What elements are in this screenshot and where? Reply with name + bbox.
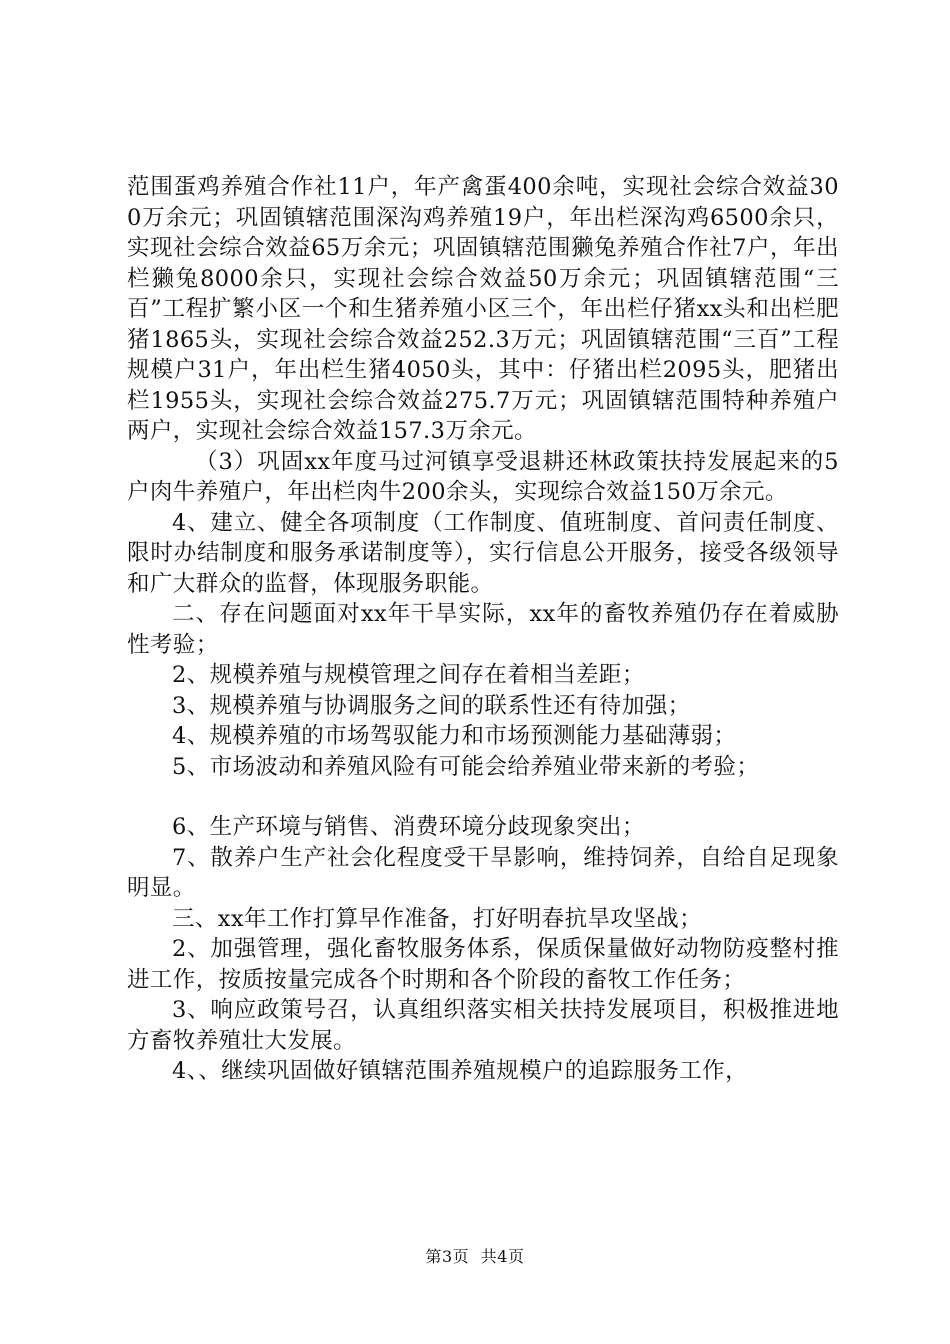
paragraph-systems: 4、建立、健全各项制度（工作制度、值班制度、首问责任制度、限时办结制度和服务承诺制度等），实行信息公开服务，接受各级领导和广大群众的监督，体现服务职能。 <box>127 509 839 597</box>
paragraph-breeding-results: 范围蛋鸡养殖合作社11户，年产禽蛋400余吨，实现社会综合效益300万余元；巩固镇辖范围深沟鸡养殖19户，年出栏深沟鸡6500余只，实现社会综合效益65万余元；巩固镇辖范围獭兔养殖合作社7户，年出栏獭兔8000余只，实现社会综合效益50万余元；巩固镇辖范围“三百”工程扩繁小区一个和生猪养殖小区三个，年出栏仔猪xx头和出栏肥猪1865头，实现社会综合效益252.3万元；巩固镇辖范围“三百”工程规模户31户，年出栏生猪4050头，其中：仔猪出栏2095头，肥猪出栏1955头，实现社会综合效益275.7万元；巩固镇辖范围特种养殖户两户，实现社会综合效益157.3万余元。 <box>127 174 839 444</box>
list-item-plan-4: 4、、继续巩固做好镇辖范围养殖规模户的追踪服务工作， <box>172 1058 748 1084</box>
list-item-problem-2: 2、规模养殖与规模管理之间存在着相当差距； <box>172 662 645 688</box>
paragraph-beef-cattle: （3）巩固xx年度马过河镇享受退耕还林政策扶持发展起来的5户肉牛养殖户，年出栏肉牛200余头，实现综合效益150万余元。 <box>127 448 839 505</box>
list-item-problem-3: 3、规模养殖与协调服务之间的联系性还有待加强； <box>172 692 691 719</box>
list-item-problem-4: 4、规模养殖的市场驾驭能力和市场预测能力基础薄弱； <box>172 723 737 749</box>
blank-line <box>127 782 839 812</box>
heading-problems: 二、存在问题面对xx年干旱实际，xx年的畜牧养殖仍存在着威胁性考验； <box>127 601 839 658</box>
heading-work-plan: 三、xx年工作打算早作准备，打好明春抗旱攻坚战； <box>172 905 702 932</box>
list-item-plan-3: 3、响应政策号召，认真组织落实相关扶持发展项目，积极推进地方畜牧养殖壮大发展。 <box>127 997 839 1054</box>
page-total: 共4页 <box>480 1247 525 1266</box>
list-item-problem-7: 7、散养户生产社会化程度受干旱影响，维持饲养，自给自足现象明显。 <box>127 844 839 901</box>
document-body <box>127 172 839 1087</box>
page-footer <box>0 1244 950 1267</box>
list-item-problem-6: 6、生产环境与销售、消费环境分歧现象突出； <box>172 814 645 840</box>
page-number: 第3页 <box>425 1247 470 1266</box>
list-item-problem-5: 5、市场波动和养殖风险有可能会给养殖业带来新的考验； <box>172 753 760 780</box>
list-item-plan-2: 2、加强管理，强化畜牧服务体系，保质保量做好动物防疫整村推进工作，按质按量完成各个时期和各个阶段的畜牧工作任务； <box>127 936 839 993</box>
